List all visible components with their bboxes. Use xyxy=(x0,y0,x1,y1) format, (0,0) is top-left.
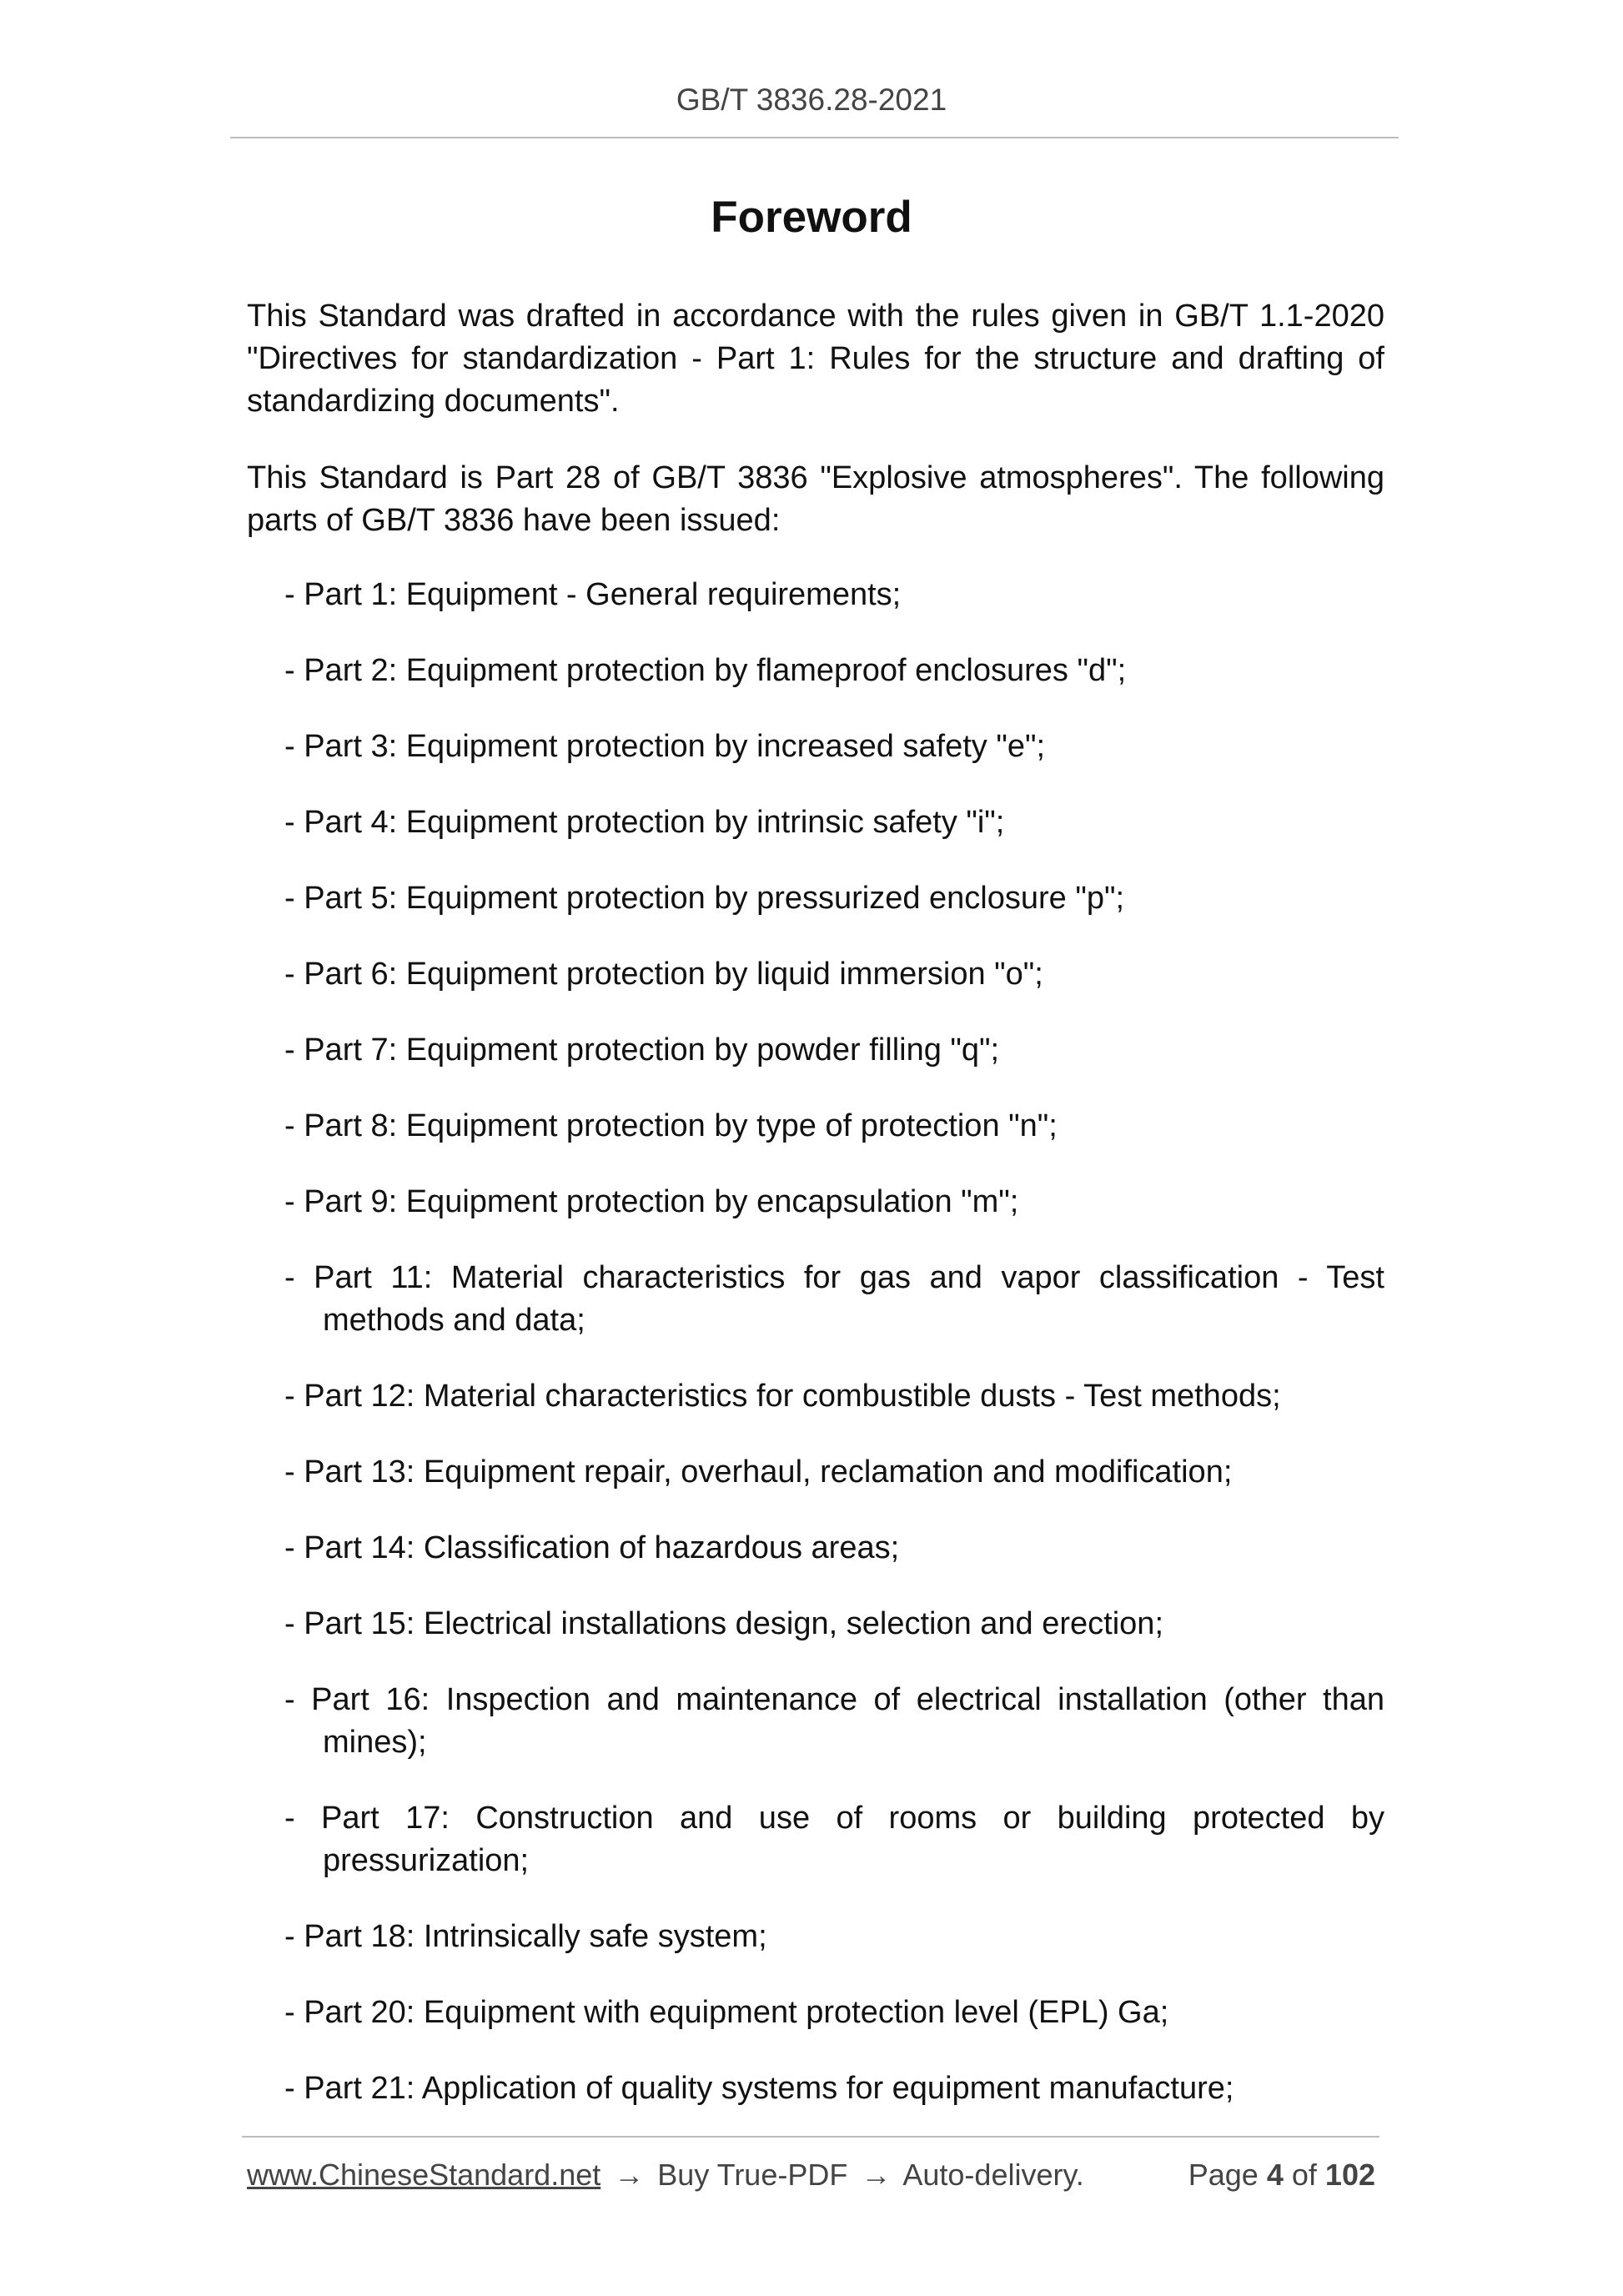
buy-true-pdf-text: Buy True-PDF xyxy=(657,2158,848,2192)
list-item: - Part 5: Equipment protection by pressurized enclosure "p"; xyxy=(284,881,1125,916)
page-footer xyxy=(247,2155,1375,2195)
footer-divider xyxy=(242,2136,1379,2138)
page-total: 102 xyxy=(1324,2158,1375,2192)
list-item: - Part 6: Equipment protection by liquid immersion "o"; xyxy=(284,957,1043,992)
auto-delivery-text: Auto-delivery. xyxy=(902,2158,1084,2192)
list-item: - Part 20: Equipment with equipment protection level (EPL) Ga; xyxy=(284,1995,1169,2030)
list-item: - Part 4: Equipment protection by intrinsic safety "i"; xyxy=(284,805,1005,840)
right-arrow-icon: → xyxy=(861,2158,892,2192)
list-item: - Part 12: Material characteristics for combustible dusts - Test methods; xyxy=(284,1379,1281,1414)
list-item: - Part 17: Construction and use of rooms or building protected by pressurization; xyxy=(284,1801,1384,1878)
list-item: - Part 1: Equipment - General requirements; xyxy=(284,577,902,612)
right-arrow-icon: → xyxy=(614,2158,645,2192)
website-link[interactable]: www.ChineseStandard.net xyxy=(247,2158,601,2192)
paragraph-part-intro: This Standard is Part 28 of GB/T 3836 "Explosive atmospheres". The following parts of GB/T 3836 have been issued: xyxy=(247,460,1384,538)
list-item: - Part 14: Classification of hazardous areas; xyxy=(284,1530,900,1565)
list-item: - Part 18: Intrinsically safe system; xyxy=(284,1919,767,1954)
list-item: - Part 3: Equipment protection by increased safety "e"; xyxy=(284,729,1045,764)
footer-purchase-info xyxy=(247,2155,1084,2195)
list-item: - Part 11: Material characteristics for gas and vapor classification - Test methods and data; xyxy=(284,1260,1384,1338)
list-item: - Part 15: Electrical installations design, selection and erection; xyxy=(284,1606,1163,1641)
list-item: - Part 21: Application of quality systems for equipment manufacture; xyxy=(284,2071,1234,2106)
list-item: - Part 13: Equipment repair, overhaul, reclamation and modification; xyxy=(284,1454,1233,1490)
paragraph-drafting-rules: This Standard was drafted in accordance with the rules given in GB/T 1.1-2020 "Directives for standardization - Part 1: Rules for the structure and drafting of standardizing documents". xyxy=(247,299,1384,419)
page-label: Page xyxy=(1188,2158,1259,2192)
list-item: - Part 9: Equipment protection by encapsulation "m"; xyxy=(284,1184,1019,1219)
page-number: 4 xyxy=(1266,2158,1284,2192)
list-item: - Part 7: Equipment protection by powder filling "q"; xyxy=(284,1032,1000,1068)
header-divider xyxy=(230,137,1399,138)
of-label: of xyxy=(1291,2158,1317,2192)
list-item: - Part 2: Equipment protection by flameproof enclosures "d"; xyxy=(284,653,1127,688)
document-id-header: GB/T 3836.28-2021 xyxy=(676,83,947,117)
page-counter xyxy=(1188,2155,1375,2195)
issued-parts-list xyxy=(284,574,1384,2143)
page-title: Foreword xyxy=(711,193,912,242)
list-item: - Part 8: Equipment protection by type of protection "n"; xyxy=(284,1108,1058,1143)
list-item: - Part 16: Inspection and maintenance of electrical installation (other than mines); xyxy=(284,1682,1384,1760)
